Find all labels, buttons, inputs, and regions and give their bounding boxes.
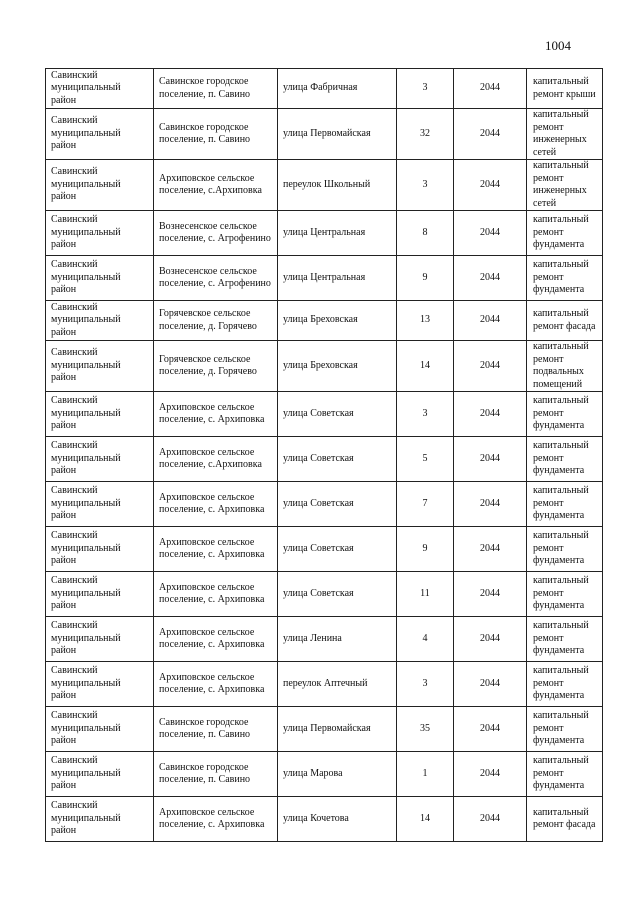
- district-cell: Савинский муниципальный район: [46, 707, 154, 752]
- table-row: [46, 662, 603, 707]
- settlement-cell: Горячевское сельское поселение, д. Горячево: [154, 341, 278, 392]
- street-cell: улица Советская: [278, 572, 397, 617]
- house-number-cell: 3: [397, 69, 454, 109]
- table-row: [46, 211, 603, 256]
- table-row: [46, 256, 603, 301]
- table-row: [46, 392, 603, 437]
- year-cell: 2044: [454, 69, 527, 109]
- street-cell: улица Марова: [278, 752, 397, 797]
- settlement-cell: Савинское городское поселение, п. Савино: [154, 69, 278, 109]
- work-type-cell: капитальный ремонт фасада: [527, 301, 603, 341]
- settlement-cell: Архиповское сельское поселение, с. Архиповка: [154, 392, 278, 437]
- street-cell: улица Бреховская: [278, 341, 397, 392]
- year-cell: 2044: [454, 301, 527, 341]
- district-cell: Савинский муниципальный район: [46, 797, 154, 842]
- work-type-cell: капитальный ремонт фундамента: [527, 572, 603, 617]
- table-row: [46, 572, 603, 617]
- work-type-cell: капитальный ремонт фундамента: [527, 617, 603, 662]
- district-cell: Савинский муниципальный район: [46, 392, 154, 437]
- year-cell: 2044: [454, 572, 527, 617]
- year-cell: 2044: [454, 617, 527, 662]
- house-number-cell: 4: [397, 617, 454, 662]
- table-row: [46, 482, 603, 527]
- district-cell: Савинский муниципальный район: [46, 256, 154, 301]
- settlement-cell: Архиповское сельское поселение, с. Архиповка: [154, 482, 278, 527]
- year-cell: 2044: [454, 211, 527, 256]
- district-cell: Савинский муниципальный район: [46, 662, 154, 707]
- year-cell: 2044: [454, 482, 527, 527]
- table-row: [46, 160, 603, 211]
- house-number-cell: 11: [397, 572, 454, 617]
- settlement-cell: Савинское городское поселение, п. Савино: [154, 752, 278, 797]
- district-cell: Савинский муниципальный район: [46, 437, 154, 482]
- work-type-cell: капитальный ремонт инженерных сетей: [527, 160, 603, 211]
- work-type-cell: капитальный ремонт фундамента: [527, 392, 603, 437]
- work-type-cell: капитальный ремонт крыши: [527, 69, 603, 109]
- work-type-cell: капитальный ремонт фундамента: [527, 211, 603, 256]
- street-cell: улица Кочетова: [278, 797, 397, 842]
- work-type-cell: капитальный ремонт инженерных сетей: [527, 109, 603, 160]
- settlement-cell: Савинское городское поселение, п. Савино: [154, 109, 278, 160]
- year-cell: 2044: [454, 752, 527, 797]
- street-cell: переулок Школьный: [278, 160, 397, 211]
- house-number-cell: 3: [397, 392, 454, 437]
- year-cell: 2044: [454, 392, 527, 437]
- table-row: [46, 301, 603, 341]
- house-number-cell: 3: [397, 160, 454, 211]
- year-cell: 2044: [454, 341, 527, 392]
- year-cell: 2044: [454, 160, 527, 211]
- year-cell: 2044: [454, 109, 527, 160]
- table-row: [46, 69, 603, 109]
- district-cell: Савинский муниципальный район: [46, 160, 154, 211]
- year-cell: 2044: [454, 662, 527, 707]
- street-cell: улица Центральная: [278, 256, 397, 301]
- year-cell: 2044: [454, 256, 527, 301]
- district-cell: Савинский муниципальный район: [46, 617, 154, 662]
- table-row: [46, 617, 603, 662]
- street-cell: улица Советская: [278, 527, 397, 572]
- house-number-cell: 7: [397, 482, 454, 527]
- street-cell: улица Первомайская: [278, 707, 397, 752]
- street-cell: улица Первомайская: [278, 109, 397, 160]
- street-cell: улица Советская: [278, 437, 397, 482]
- house-number-cell: 32: [397, 109, 454, 160]
- work-type-cell: капитальный ремонт фундамента: [527, 707, 603, 752]
- district-cell: Савинский муниципальный район: [46, 109, 154, 160]
- settlement-cell: Архиповское сельское поселение, с. Архиповка: [154, 572, 278, 617]
- district-cell: Савинский муниципальный район: [46, 211, 154, 256]
- table-row: [46, 707, 603, 752]
- street-cell: улица Ленина: [278, 617, 397, 662]
- settlement-cell: Горячевское сельское поселение, д. Горячево: [154, 301, 278, 341]
- table-row: [46, 527, 603, 572]
- street-cell: переулок Аптечный: [278, 662, 397, 707]
- settlement-cell: Архиповское сельское поселение, с.Архиповка: [154, 160, 278, 211]
- district-cell: Савинский муниципальный район: [46, 341, 154, 392]
- street-cell: улица Фабричная: [278, 69, 397, 109]
- street-cell: улица Советская: [278, 482, 397, 527]
- settlement-cell: Архиповское сельское поселение, с.Архиповка: [154, 437, 278, 482]
- district-cell: Савинский муниципальный район: [46, 69, 154, 109]
- settlement-cell: Вознесенское сельское поселение, с. Агрофенино: [154, 211, 278, 256]
- house-number-cell: 35: [397, 707, 454, 752]
- work-type-cell: капитальный ремонт подвальных помещений: [527, 341, 603, 392]
- settlement-cell: Архиповское сельское поселение, с. Архиповка: [154, 662, 278, 707]
- table-body: [46, 69, 603, 842]
- house-number-cell: 8: [397, 211, 454, 256]
- work-type-cell: капитальный ремонт фундамента: [527, 437, 603, 482]
- district-cell: Савинский муниципальный район: [46, 482, 154, 527]
- house-number-cell: 3: [397, 662, 454, 707]
- settlement-cell: Савинское городское поселение, п. Савино: [154, 707, 278, 752]
- work-type-cell: капитальный ремонт фундамента: [527, 527, 603, 572]
- house-number-cell: 9: [397, 256, 454, 301]
- street-cell: улица Бреховская: [278, 301, 397, 341]
- table-row: [46, 752, 603, 797]
- table-row: [46, 109, 603, 160]
- year-cell: 2044: [454, 437, 527, 482]
- work-type-cell: капитальный ремонт фундамента: [527, 482, 603, 527]
- settlement-cell: Вознесенское сельское поселение, с. Агрофенино: [154, 256, 278, 301]
- work-type-cell: капитальный ремонт фундамента: [527, 752, 603, 797]
- page-number: 1004: [545, 38, 571, 53]
- work-type-cell: капитальный ремонт фасада: [527, 797, 603, 842]
- year-cell: 2044: [454, 527, 527, 572]
- district-cell: Савинский муниципальный район: [46, 301, 154, 341]
- settlement-cell: Архиповское сельское поселение, с. Архиповка: [154, 797, 278, 842]
- street-cell: улица Центральная: [278, 211, 397, 256]
- table-row: [46, 341, 603, 392]
- year-cell: 2044: [454, 707, 527, 752]
- house-number-cell: 1: [397, 752, 454, 797]
- work-type-cell: капитальный ремонт фундамента: [527, 256, 603, 301]
- table-row: [46, 437, 603, 482]
- settlement-cell: Архиповское сельское поселение, с. Архиповка: [154, 527, 278, 572]
- house-number-cell: 14: [397, 341, 454, 392]
- house-number-cell: 13: [397, 301, 454, 341]
- house-number-cell: 9: [397, 527, 454, 572]
- year-cell: 2044: [454, 797, 527, 842]
- repair-schedule-table: [45, 68, 603, 842]
- district-cell: Савинский муниципальный район: [46, 527, 154, 572]
- work-type-cell: капитальный ремонт фундамента: [527, 662, 603, 707]
- settlement-cell: Архиповское сельское поселение, с. Архиповка: [154, 617, 278, 662]
- house-number-cell: 14: [397, 797, 454, 842]
- district-cell: Савинский муниципальный район: [46, 572, 154, 617]
- house-number-cell: 5: [397, 437, 454, 482]
- street-cell: улица Советская: [278, 392, 397, 437]
- table-row: [46, 797, 603, 842]
- district-cell: Савинский муниципальный район: [46, 752, 154, 797]
